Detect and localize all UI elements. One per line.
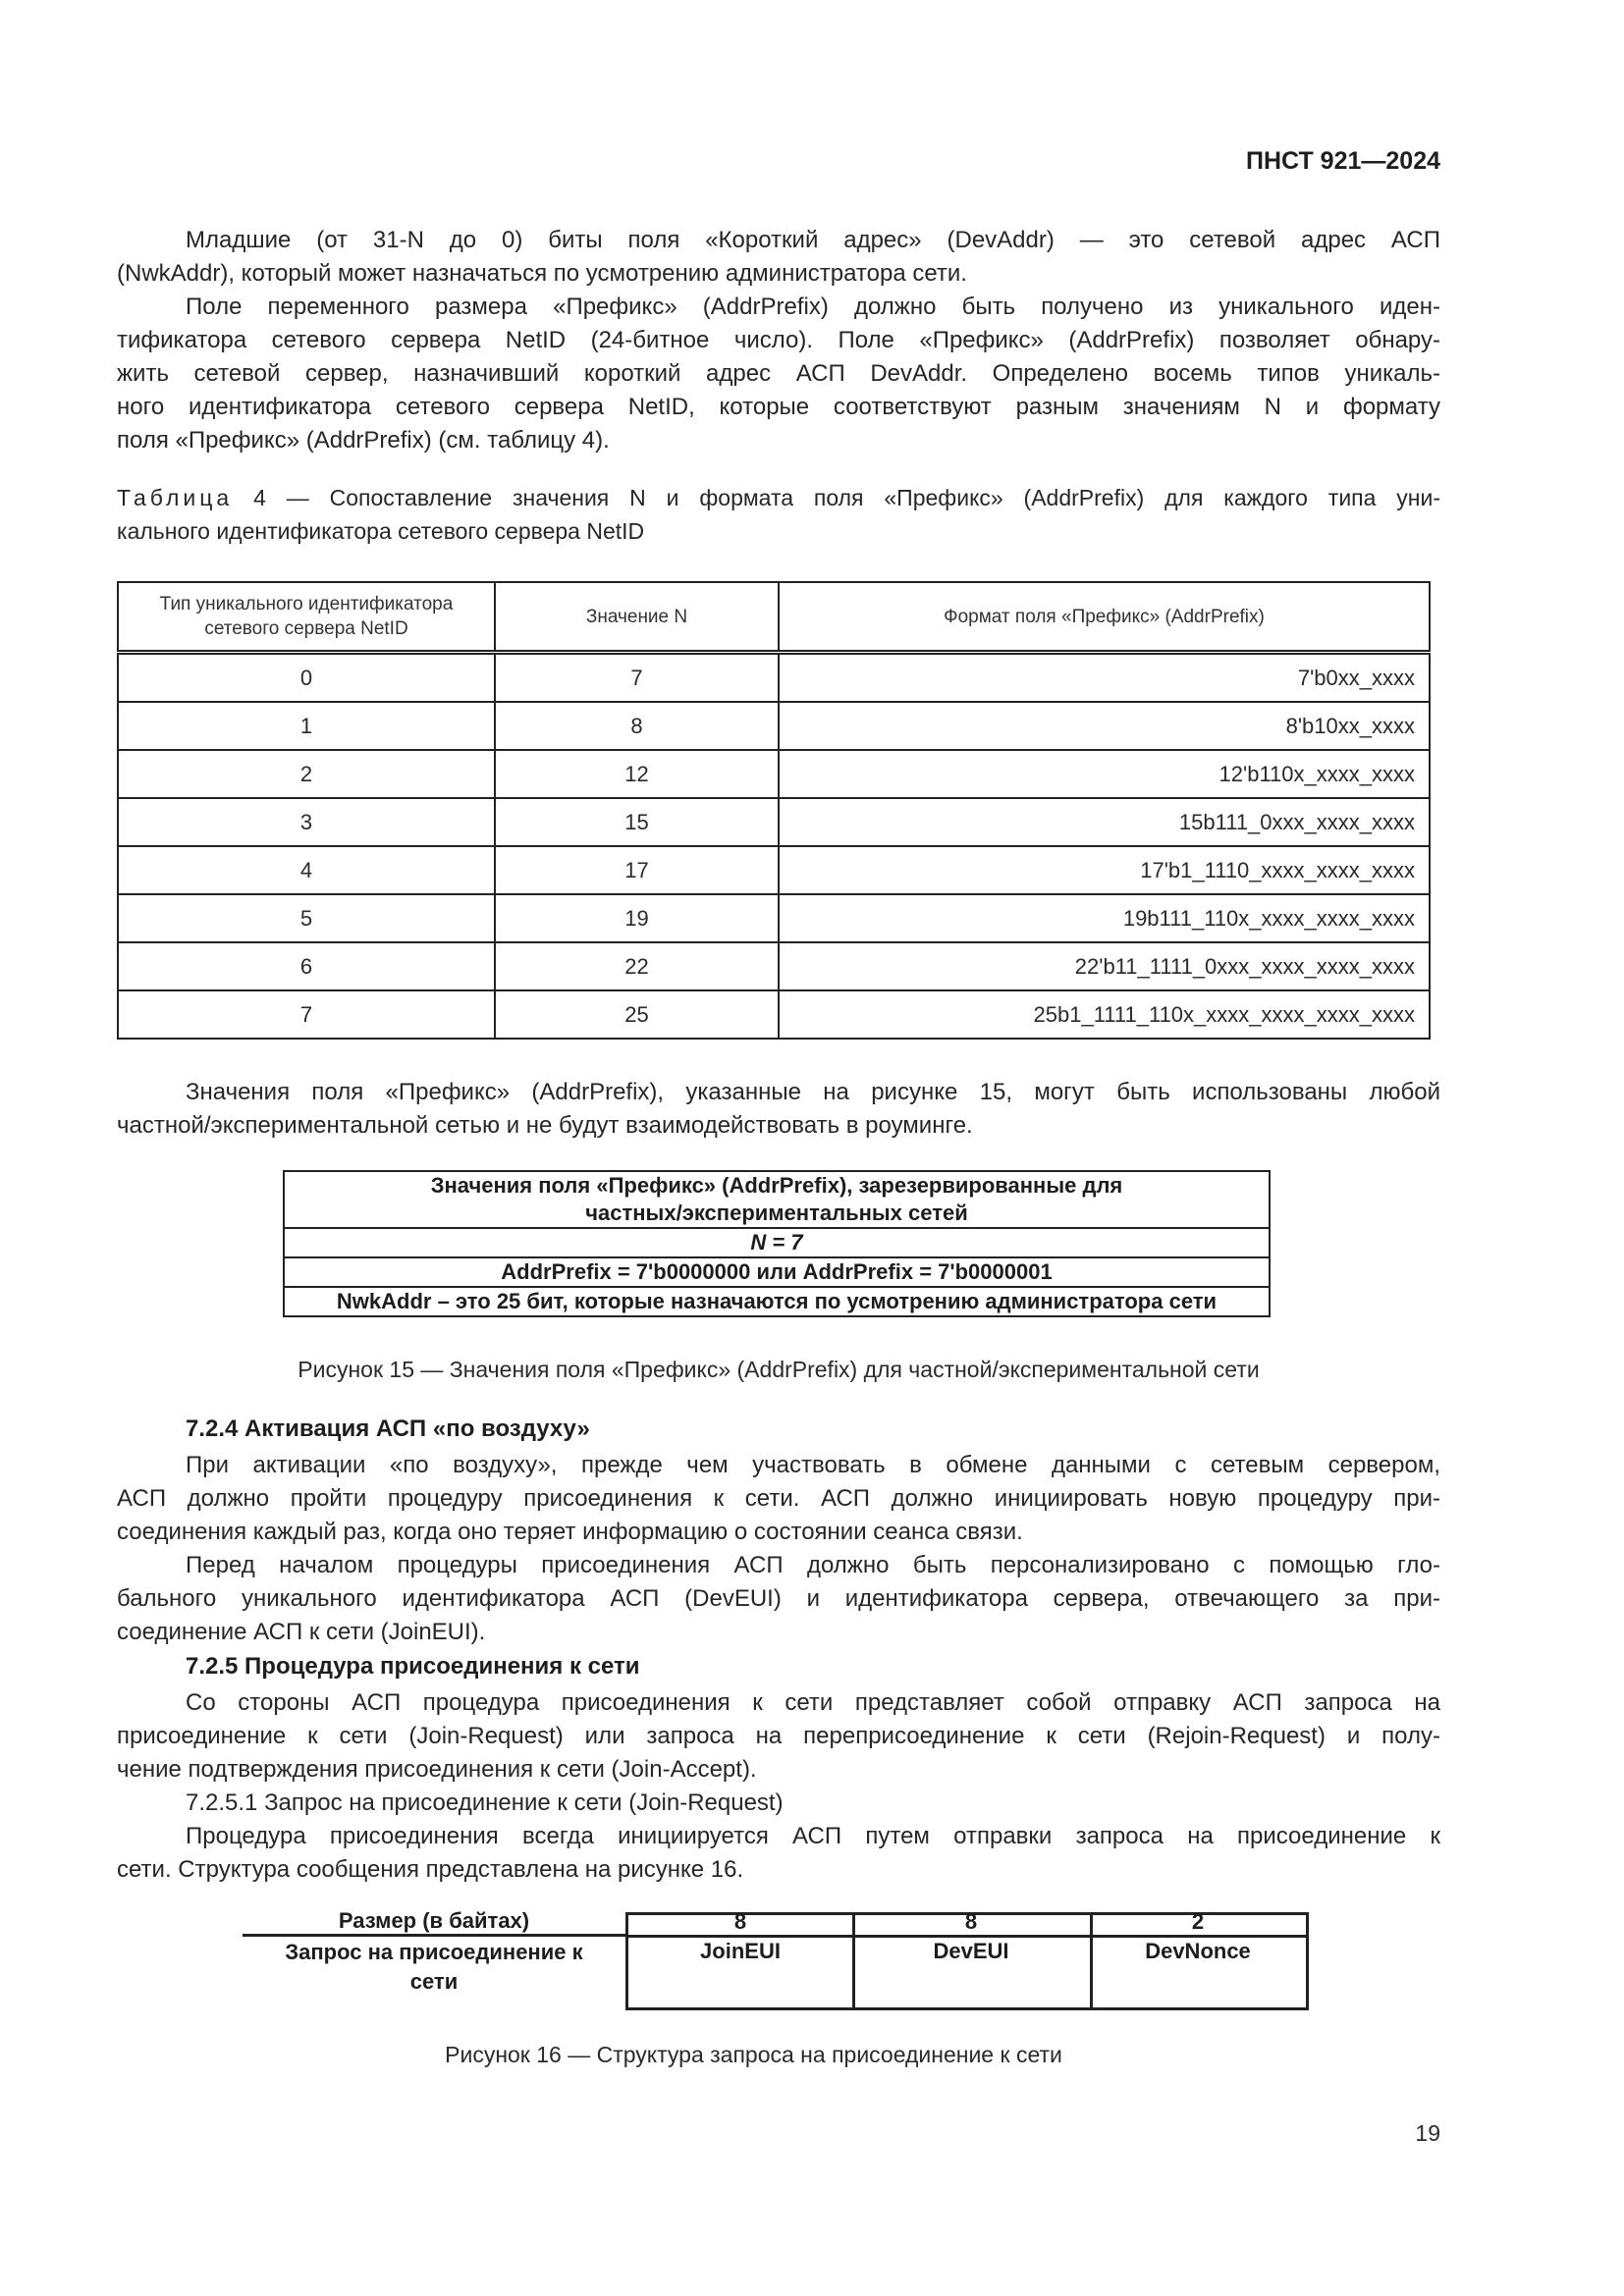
cell-type: 4 <box>118 846 495 894</box>
table-row <box>118 942 1430 990</box>
size-devnonce: 2 <box>1191 1909 1205 1934</box>
table-header-row <box>118 582 1430 653</box>
text-line: тификатора сетевого сервера NetID (24-битное число). Поле «Префикс» (AddrPrefix) позволяет обнару- <box>117 327 1440 353</box>
cell-n: 17 <box>495 846 779 894</box>
column-header-n-value: Значение N <box>495 582 779 653</box>
section-7-2-4-paragraph-1 <box>117 1449 1440 1549</box>
table-row <box>118 894 1430 942</box>
size-label: Размер (в байтах) <box>338 1908 530 1933</box>
intro-paragraph-2 <box>117 291 1440 457</box>
text-line: жить сетевой сервер, назначивший короткий адрес АСП DevAddr. Определено восемь типов уникаль- <box>117 360 1440 387</box>
cell-format: 15b111_0xxx_xxxx_xxxx <box>779 798 1430 846</box>
section-7-2-5-paragraph-2 <box>117 1820 1440 1887</box>
table-row <box>118 846 1430 894</box>
figure-15-prefix: AddrPrefix = 7'b0000000 или AddrPrefix = 7'b0000001 <box>285 1256 1269 1286</box>
text-line: При активации «по воздуху», прежде чем участвовать в обмене данными с сетевым сервером, <box>186 1452 1440 1478</box>
section-7-2-4-paragraph-2 <box>117 1549 1440 1649</box>
cell-type: 0 <box>118 653 495 703</box>
cell-format: 25b1_1111_110x_xxxx_xxxx_xxxx_xxxx <box>779 990 1430 1039</box>
text-line: чение подтверждения присоединения к сети (Join-Accept). <box>117 1756 757 1783</box>
text-line: бального уникального идентификатора АСП (DevEUI) и идентификатора сервера, отвечающего за при- <box>117 1585 1440 1612</box>
text-line: Запрос на присоединение к <box>285 1940 583 1964</box>
cell-n: 22 <box>495 942 779 990</box>
section-7-2-5-1-heading <box>117 1787 1440 1820</box>
text-line: (NwkAddr), который может назначаться по усмотрению администратора сети. <box>117 260 967 287</box>
table-caption-text: 4 — Сопоставление значения N и формата поля «Префикс» (AddrPrefix) для каждого типа уни- <box>253 485 1441 510</box>
text-line: ного идентификатора сетевого сервера NetID, которые соответствуют разным значениям N и формату <box>117 394 1440 420</box>
figure-15-n-value: N = 7 <box>285 1227 1269 1256</box>
text-line: 7.2.5.1 Запрос на присоединение к сети (Join-Request) <box>186 1789 784 1816</box>
section-7-2-4-heading: 7.2.4 Активация АСП «по воздуху» <box>186 1415 590 1442</box>
figure-15-caption: Рисунок 15 — Значения поля «Префикс» (AddrPrefix) для частной/экспериментальной сети <box>298 1357 1260 1382</box>
text-line: поля «Префикс» (AddrPrefix) (см. таблицу 4). <box>117 427 610 454</box>
text-line: АСП должно пройти процедуру присоединения к сети. АСП должно инициировать новую процедуру при- <box>117 1485 1440 1512</box>
table-row <box>118 990 1430 1039</box>
field-joineui: JoinEUI <box>700 1939 781 1963</box>
text-line: Перед началом процедуры присоединения АСП должно быть персонализировано с помощью гло- <box>186 1552 1440 1578</box>
table-row <box>118 702 1430 750</box>
figure-16-diagram <box>243 1908 1313 2016</box>
cell-format: 19b111_110x_xxxx_xxxx_xxxx <box>779 894 1430 942</box>
text-line: Значения поля «Префикс» (AddrPrefix), зарезервированные для <box>430 1173 1123 1198</box>
cell-type: 3 <box>118 798 495 846</box>
text-line: соединения каждый раз, когда оно теряет информацию о состоянии сеанса связи. <box>117 1519 1023 1545</box>
section-7-2-5-paragraph-1 <box>117 1686 1440 1787</box>
figure-16-caption: Рисунок 16 — Структура запроса на присоединение к сети <box>445 2042 1062 2067</box>
cell-n: 19 <box>495 894 779 942</box>
text-line: Поле переменного размера «Префикс» (AddrPrefix) должно быть получено из уникального иден- <box>186 294 1440 320</box>
cell-type: 1 <box>118 702 495 750</box>
cell-type: 5 <box>118 894 495 942</box>
after-table-paragraph <box>117 1076 1440 1143</box>
cell-n: 12 <box>495 750 779 798</box>
divider <box>243 1934 625 1937</box>
cell-format: 22'b11_1111_0xxx_xxxx_xxxx_xxxx <box>779 942 1430 990</box>
table-row <box>118 798 1430 846</box>
text-line: сети <box>409 1969 459 1994</box>
text-line: присоединение к сети (Join-Request) или запроса на переприсоединение к сети (Rejoin-Request) и полу- <box>117 1723 1440 1749</box>
table-caption-label: Таблица <box>117 485 234 510</box>
field-devnonce: DevNonce <box>1145 1939 1251 1963</box>
text-line: Процедура присоединения всегда инициируется АСП путем отправки запроса на присоединение к <box>186 1823 1440 1849</box>
row-label <box>243 1938 625 1997</box>
column-header-prefix-format: Формат поля «Префикс» (AddrPrefix) <box>779 582 1430 653</box>
cell-n: 15 <box>495 798 779 846</box>
text-line: Младшие (от 31-N до 0) биты поля «Короткий адрес» (DevAddr) — это сетевой адрес АСП <box>186 227 1440 253</box>
cell-n: 8 <box>495 702 779 750</box>
column-header-netid-type: Тип уникального идентификатора сетевого сервера NetID <box>118 582 495 653</box>
cell-format: 17'b1_1110_xxxx_xxxx_xxxx <box>779 846 1430 894</box>
cell-type: 2 <box>118 750 495 798</box>
text-line: соединение АСП к сети (JoinEUI). <box>117 1619 486 1645</box>
text-line: частных/экспериментальных сетей <box>585 1201 968 1225</box>
text-line: частной/экспериментальной сетью и не будут взаимодействовать в роуминге. <box>117 1112 973 1139</box>
text-line: Со стороны АСП процедура присоединения к сети представляет собой отправку АСП запроса на <box>186 1689 1440 1716</box>
cell-format: 12'b110x_xxxx_xxxx <box>779 750 1430 798</box>
table-row <box>118 750 1430 798</box>
document-code: ПНСТ 921—2024 <box>1246 147 1440 175</box>
table-caption-text: кального идентификатора сетевого сервера NetID <box>117 518 645 544</box>
figure-15-nwkaddr: NwkAddr – это 25 бит, которые назначаются по усмотрению администратора сети <box>285 1286 1269 1315</box>
cell-type: 6 <box>118 942 495 990</box>
divider <box>628 1935 1306 1938</box>
message-structure-box <box>625 1909 1309 2010</box>
text-line: сети. Структура сообщения представлена на рисунке 16. <box>117 1856 744 1883</box>
table-4 <box>117 581 1431 1040</box>
cell-n: 7 <box>495 653 779 703</box>
text-line: Значения поля «Префикс» (AddrPrefix), указанные на рисунке 15, могут быть использованы любой <box>186 1079 1440 1105</box>
section-7-2-5-heading: 7.2.5 Процедура присоединения к сети <box>186 1653 640 1680</box>
cell-format: 8'b10xx_xxxx <box>779 702 1430 750</box>
table-4-caption <box>117 481 1440 548</box>
figure-15-title <box>285 1172 1269 1227</box>
table-row <box>118 653 1430 703</box>
figure-15-box <box>283 1170 1271 1317</box>
field-deveui: DevEUI <box>933 1939 1009 1963</box>
cell-type: 7 <box>118 990 495 1039</box>
intro-paragraph-1 <box>117 224 1440 291</box>
size-deveui: 8 <box>964 1909 978 1934</box>
size-joineui: 8 <box>733 1909 747 1934</box>
cell-format: 7'b0xx_xxxx <box>779 653 1430 703</box>
cell-n: 25 <box>495 990 779 1039</box>
page-number: 19 <box>1415 2120 1440 2146</box>
